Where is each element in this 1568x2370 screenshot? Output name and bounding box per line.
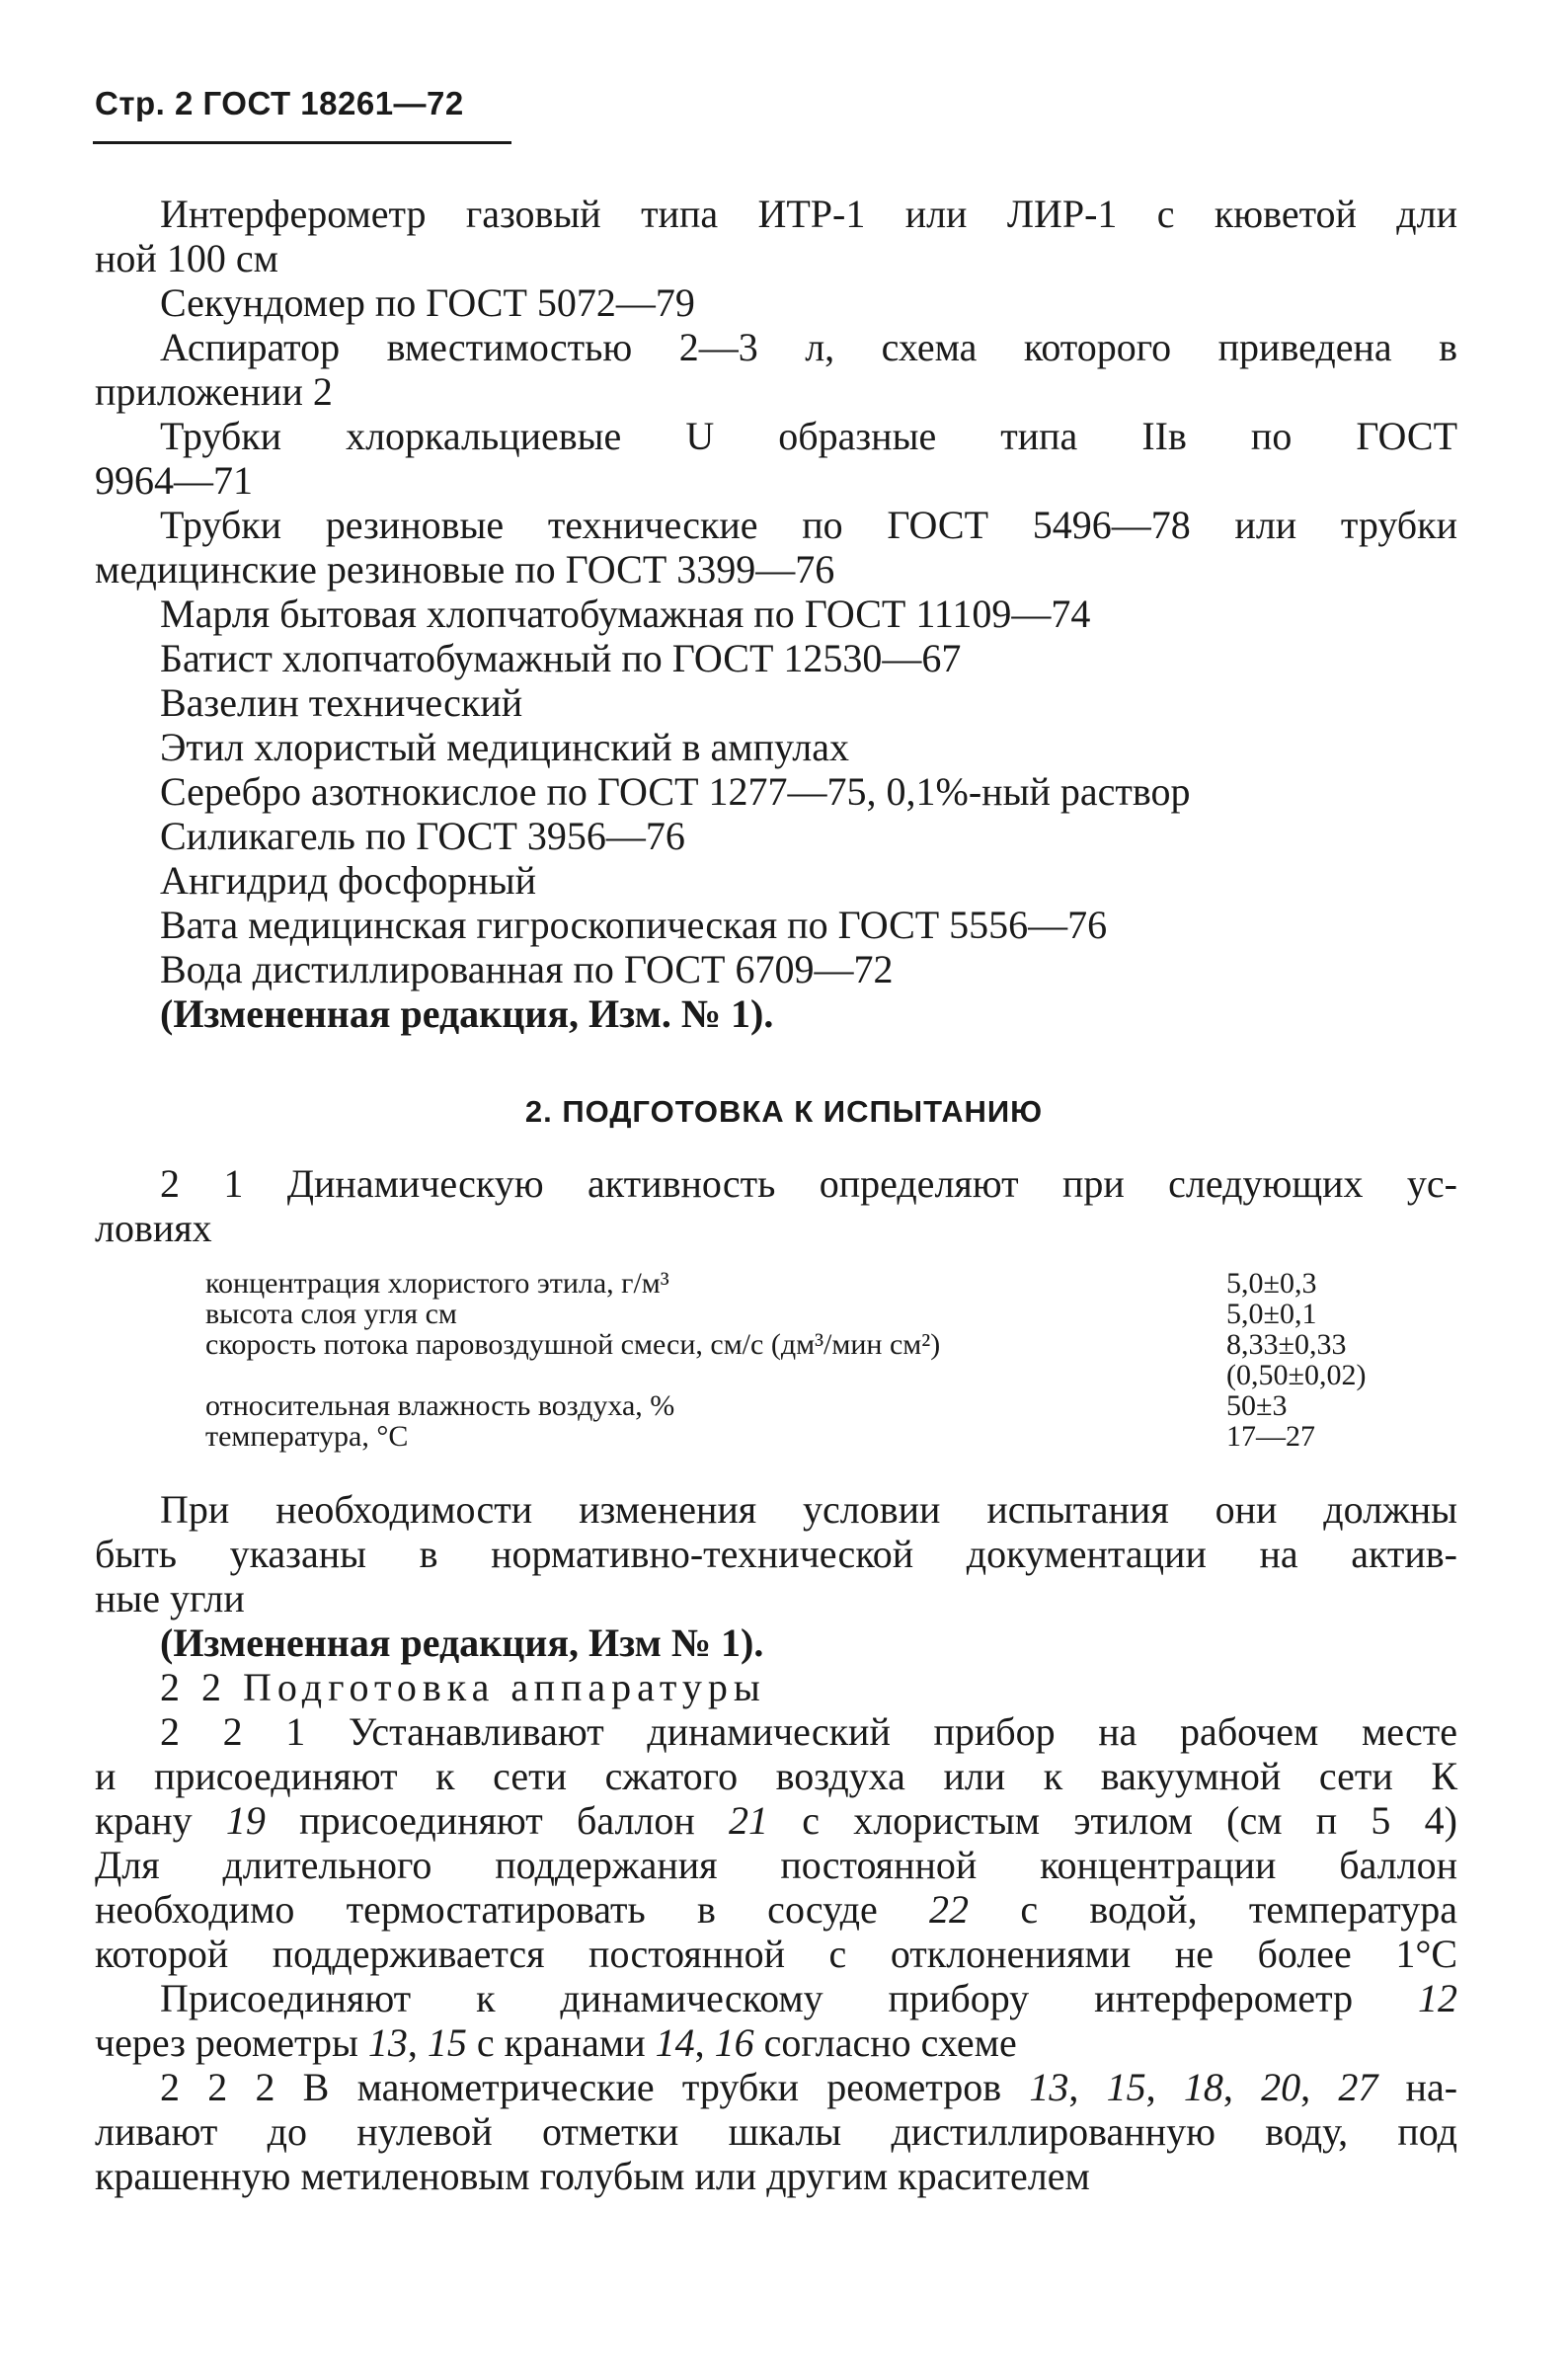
text-span: через реометры xyxy=(95,2020,368,2065)
text-span: с кранами xyxy=(466,2020,656,2065)
figure-ref: 18 xyxy=(1183,2065,1223,2109)
text-span: , xyxy=(1222,2065,1262,2109)
list-item: Трубки хлоркальциевые U образные типа IIв по ГОСТ xyxy=(160,414,1457,458)
paragraph-line xyxy=(95,1887,1457,1932)
condition-value: 50±3 xyxy=(1226,1389,1288,1422)
condition-value: 5,0±0,1 xyxy=(1226,1298,1317,1330)
list-item: Трубки резиновые технические по ГОСТ 5496—78 или трубки xyxy=(160,503,1457,547)
paragraph-line: которой поддерживается постоянной с отклонениями не более 1°С xyxy=(95,1932,1457,1976)
figure-ref: 19 xyxy=(225,1798,266,1843)
list-item: приложении 2 xyxy=(95,369,333,414)
text-span: , xyxy=(1068,2065,1107,2109)
table-row xyxy=(205,1329,1430,1360)
list-item: 9964—71 xyxy=(95,458,253,503)
figure-ref: 20 xyxy=(1261,2065,1301,2109)
amendment-note: (Измененная редакция, Изм № 1). xyxy=(160,1620,764,1665)
paragraph-line xyxy=(95,1976,1457,2020)
paragraph-line: При необходимости изменения условии испытания они должны xyxy=(160,1487,1457,1532)
list-item: ной 100 см xyxy=(95,236,278,280)
list-item: Вата медицинская гигроскопическая по ГОСТ 5556—76 xyxy=(160,903,1108,947)
text-span: , xyxy=(407,2020,428,2065)
condition-value: 5,0±0,3 xyxy=(1226,1267,1317,1300)
figure-ref: 22 xyxy=(929,1887,970,1932)
condition-label: концентрация хлористого этила, г/м³ xyxy=(205,1267,669,1300)
text-span: с хлористым этилом (см п 5 4) xyxy=(768,1798,1457,1843)
list-item: Батист хлопчатобумажный по ГОСТ 12530—67 xyxy=(160,636,962,680)
page-header: Стр. 2 ГОСТ 18261—72 xyxy=(95,85,464,121)
figure-ref: 27 xyxy=(1338,2065,1378,2109)
paragraph-line: ные угли xyxy=(95,1576,245,1620)
condition-label: температура, °С xyxy=(205,1420,409,1453)
list-item: Вода дистиллированная по ГОСТ 6709—72 xyxy=(160,947,894,991)
paragraph-2-1 xyxy=(95,1161,1457,1250)
text-span: крану xyxy=(95,1798,226,1843)
text-span: Присоединяют к динамическому прибору интерферометр xyxy=(160,1976,1418,2020)
paragraph-line: ловиях xyxy=(95,1206,212,1250)
text-span: с водой, температура xyxy=(969,1887,1458,1932)
list-item: Секундомер по ГОСТ 5072—79 xyxy=(160,280,695,325)
list-item: Интерферометр газовый типа ИТР-1 или ЛИР-1 с кюветой дли xyxy=(160,192,1457,236)
figure-ref: 16 xyxy=(714,2020,754,2065)
text-span: на- xyxy=(1377,2065,1458,2109)
condition-label: скорость потока паровоздушной смеси, см/с (дм³/мин см²) xyxy=(205,1328,941,1361)
list-item: Силикагель по ГОСТ 3956—76 xyxy=(160,814,685,858)
paragraph-line xyxy=(95,1798,1457,1843)
amendment-note: (Измененная редакция, Изм. № 1). xyxy=(160,991,774,1036)
text-span: присоединяют баллон xyxy=(265,1798,730,1843)
text-span: необходимо термостатировать в сосуде xyxy=(95,1887,930,1932)
table-row xyxy=(205,1390,1430,1421)
paragraph-line: и присоединяют к сети сжатого воздуха или к вакуумной сети К xyxy=(95,1754,1457,1798)
paragraph-line: быть указаны в нормативно-технической документации на актив- xyxy=(95,1532,1457,1576)
condition-value: 17—27 xyxy=(1226,1420,1315,1453)
figure-ref: 15 xyxy=(1106,2065,1146,2109)
paragraph-line: 2 2 1 Устанавливают динамический прибор на рабочем месте xyxy=(160,1709,1457,1754)
paragraph-line: Для длительного поддержания постоянной концентрации баллон xyxy=(95,1843,1457,1887)
table-row xyxy=(205,1421,1430,1452)
conditions-table xyxy=(205,1268,1430,1452)
paragraph-line: крашенную метиленовым голубым или другим красителем xyxy=(95,2154,1090,2198)
condition-value: 8,33±0,33 xyxy=(1226,1328,1347,1361)
paragraph-line: 2 1 Динамическую активность определяют при следующих ус- xyxy=(160,1161,1457,1206)
table-row xyxy=(205,1268,1430,1299)
header-rule xyxy=(93,141,511,144)
list-item: Ангидрид фосфорный xyxy=(160,858,536,903)
paragraph-line xyxy=(95,2065,1457,2109)
section-2-body xyxy=(95,1487,1457,2198)
list-item: Вазелин технический xyxy=(160,680,523,725)
figure-ref: 13 xyxy=(1029,2065,1069,2109)
section-title: 2. ПОДГОТОВКА К ИСПЫТАНИЮ xyxy=(524,1094,1044,1129)
paragraph-line: ливают до нулевой отметки шкалы дистиллированную воду, под xyxy=(95,2109,1457,2154)
list-item: Марля бытовая хлопчатобумажная по ГОСТ 11109—74 xyxy=(160,592,1091,636)
table-row xyxy=(205,1299,1430,1329)
equipment-list xyxy=(95,192,1457,1036)
text-span: 2 2 2 В манометрические трубки реометров xyxy=(160,2065,1030,2109)
paragraph-line xyxy=(95,2020,1457,2065)
condition-label: высота слоя угля см xyxy=(205,1298,457,1330)
condition-label: относительная влажность воздуха, % xyxy=(205,1389,675,1422)
table-row xyxy=(205,1360,1430,1390)
text-span: , xyxy=(694,2020,715,2065)
subsection-title: 2 2 Подготовка аппаратуры xyxy=(160,1665,766,1709)
list-item: Этил хлористый медицинский в ампулах xyxy=(160,725,849,769)
figure-ref: 14 xyxy=(655,2020,695,2065)
figure-ref: 21 xyxy=(729,1798,769,1843)
condition-value: (0,50±0,02) xyxy=(1226,1359,1367,1391)
text-span: согласно схеме xyxy=(753,2020,1017,2065)
figure-ref: 13 xyxy=(367,2020,408,2065)
figure-ref: 15 xyxy=(427,2020,467,2065)
list-item: медицинские резиновые по ГОСТ 3399—76 xyxy=(95,547,835,592)
figure-ref: 12 xyxy=(1418,1976,1457,2020)
text-span: , xyxy=(1145,2065,1184,2109)
text-span: , xyxy=(1300,2065,1339,2109)
list-item: Аспиратор вместимостью 2—3 л, схема которого приведена в xyxy=(160,325,1457,369)
list-item: Серебро азотнокислое по ГОСТ 1277—75, 0,1%-ный раствор xyxy=(160,769,1191,814)
